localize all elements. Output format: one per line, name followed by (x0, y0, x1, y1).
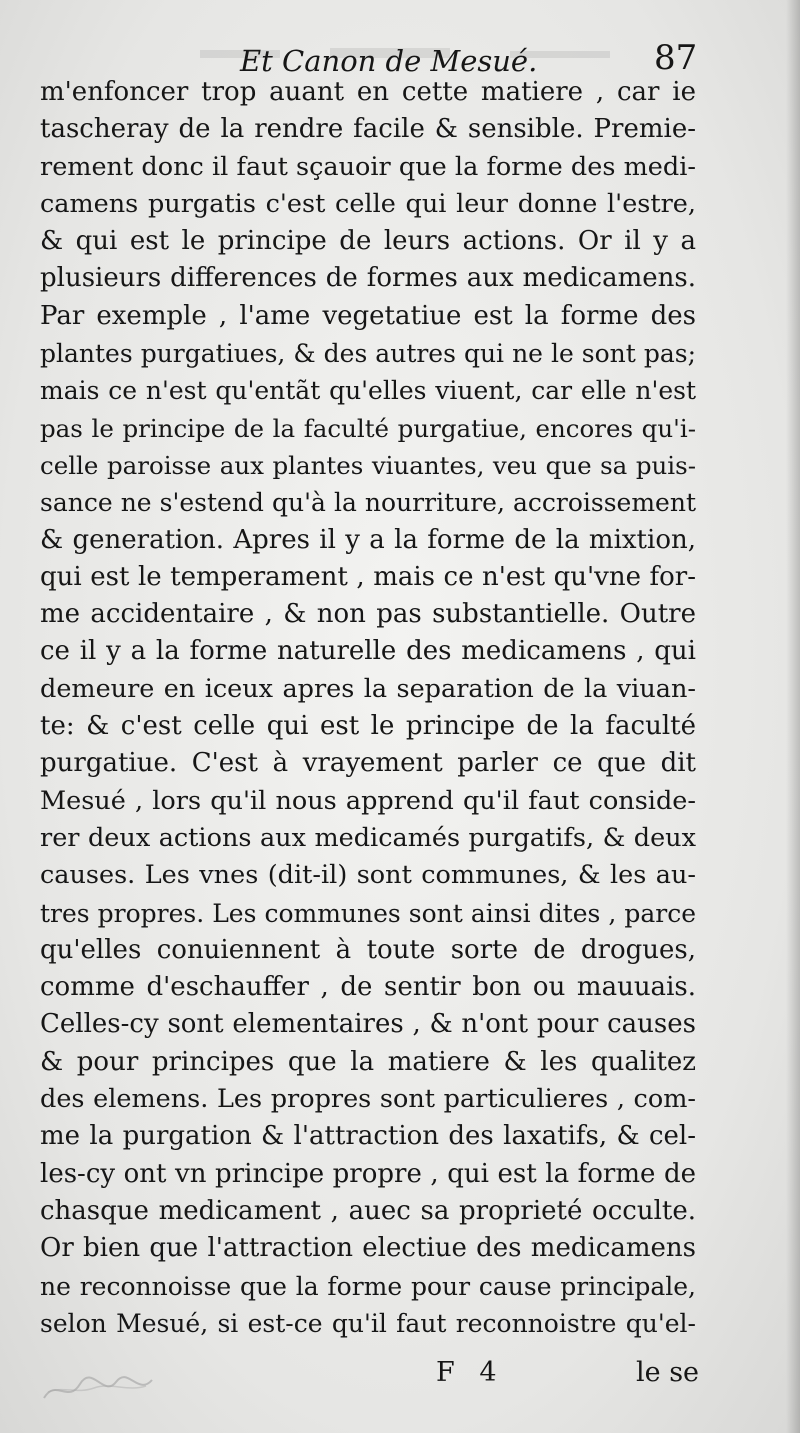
text-line: celle paroisse aux plantes viuantes, veu que sa puis- (40, 450, 696, 480)
catchword: le se (636, 1357, 700, 1388)
faded-library-stamp (38, 1368, 158, 1408)
text-line: plantes purgatiues, & des autres qui ne le sont pas; (40, 339, 696, 369)
text-line: demeure en iceux apres la separation de la viuan- (40, 673, 696, 704)
text-line: pas le principe de la faculté purgatiue, encores qu'i- (40, 413, 696, 443)
text-line: les-cy ont vn principe propre , qui est la forme de (40, 1158, 696, 1189)
text-line: mais ce n'est qu'entãt qu'elles viuent, car elle n'est (40, 376, 696, 406)
text-line: Mesué , lors qu'il nous apprend qu'il faut conside- (40, 785, 696, 816)
text-line: tascheray de la rendre facile & sensible. Premie- (40, 114, 696, 145)
text-line: rement donc il faut sçauoir que la forme des medi- (40, 151, 696, 182)
page-number: 87 (654, 38, 698, 78)
text-line: m'enfoncer trop auant en cette matiere , car ie (40, 77, 696, 107)
text-line: Celles-cy sont elementaires , & n'ont pour causes (40, 1009, 696, 1040)
text-line: tres propres. Les communes sont ainsi dites , parce (40, 898, 696, 928)
running-title: Et Canon de Mesué. (240, 44, 538, 78)
text-line: Or bien que l'attraction electiue des medicamens (40, 1233, 696, 1264)
text-line: camens purgatis c'est celle qui leur donne l'estre, (40, 188, 696, 219)
page-edge-shadow (786, 0, 800, 1433)
text-line: causes. Les vnes (dit-il) sont communes, & les au- (40, 860, 696, 891)
text-line: selon Mesué, si est-ce qu'il faut reconnoistre qu'el- (40, 1308, 696, 1338)
text-line: me accidentaire , & non pas substantielle. Outre (40, 599, 696, 630)
text-line: & qui est le principe de leurs actions. Or il y a (40, 226, 696, 257)
text-line: qui est le temperament , mais ce n'est qu'vne for- (40, 561, 696, 592)
text-line: sance ne s'estend qu'à la nourriture, accroissement (40, 488, 696, 518)
text-line: purgatiue. C'est à vrayement parler ce que dit (40, 748, 696, 779)
text-line: & generation. Apres il y a la forme de la mixtion, (40, 524, 696, 555)
text-line: me la purgation & l'attraction des laxatifs, & cel- (40, 1121, 696, 1152)
body-text (40, 74, 696, 1342)
text-line: & pour principes que la matiere & les qualitez (40, 1046, 696, 1077)
text-line: comme d'eschauffer , de sentir bon ou mauuais. (40, 972, 696, 1003)
text-line: ne reconnoisse que la forme pour cause principale, (40, 1271, 696, 1301)
text-line: ce il y a la forme naturelle des medicamens , qui (40, 636, 696, 667)
signature-mark: F 4 (436, 1357, 505, 1388)
text-line: rer deux actions aux medicamés purgatifs, & deux (40, 822, 696, 853)
text-line: Par exemple , l'ame vegetatiue est la forme des (40, 300, 696, 331)
text-line: plusieurs differences de formes aux medicamens. (40, 263, 696, 294)
text-line: des elemens. Les propres sont particulieres , com- (40, 1084, 696, 1115)
text-line: chasque medicament , auec sa proprieté occulte. (40, 1195, 696, 1226)
text-line: te: & c'est celle qui est le principe de la faculté (40, 711, 696, 742)
text-line: qu'elles conuiennent à toute sorte de drogues, (40, 934, 696, 965)
